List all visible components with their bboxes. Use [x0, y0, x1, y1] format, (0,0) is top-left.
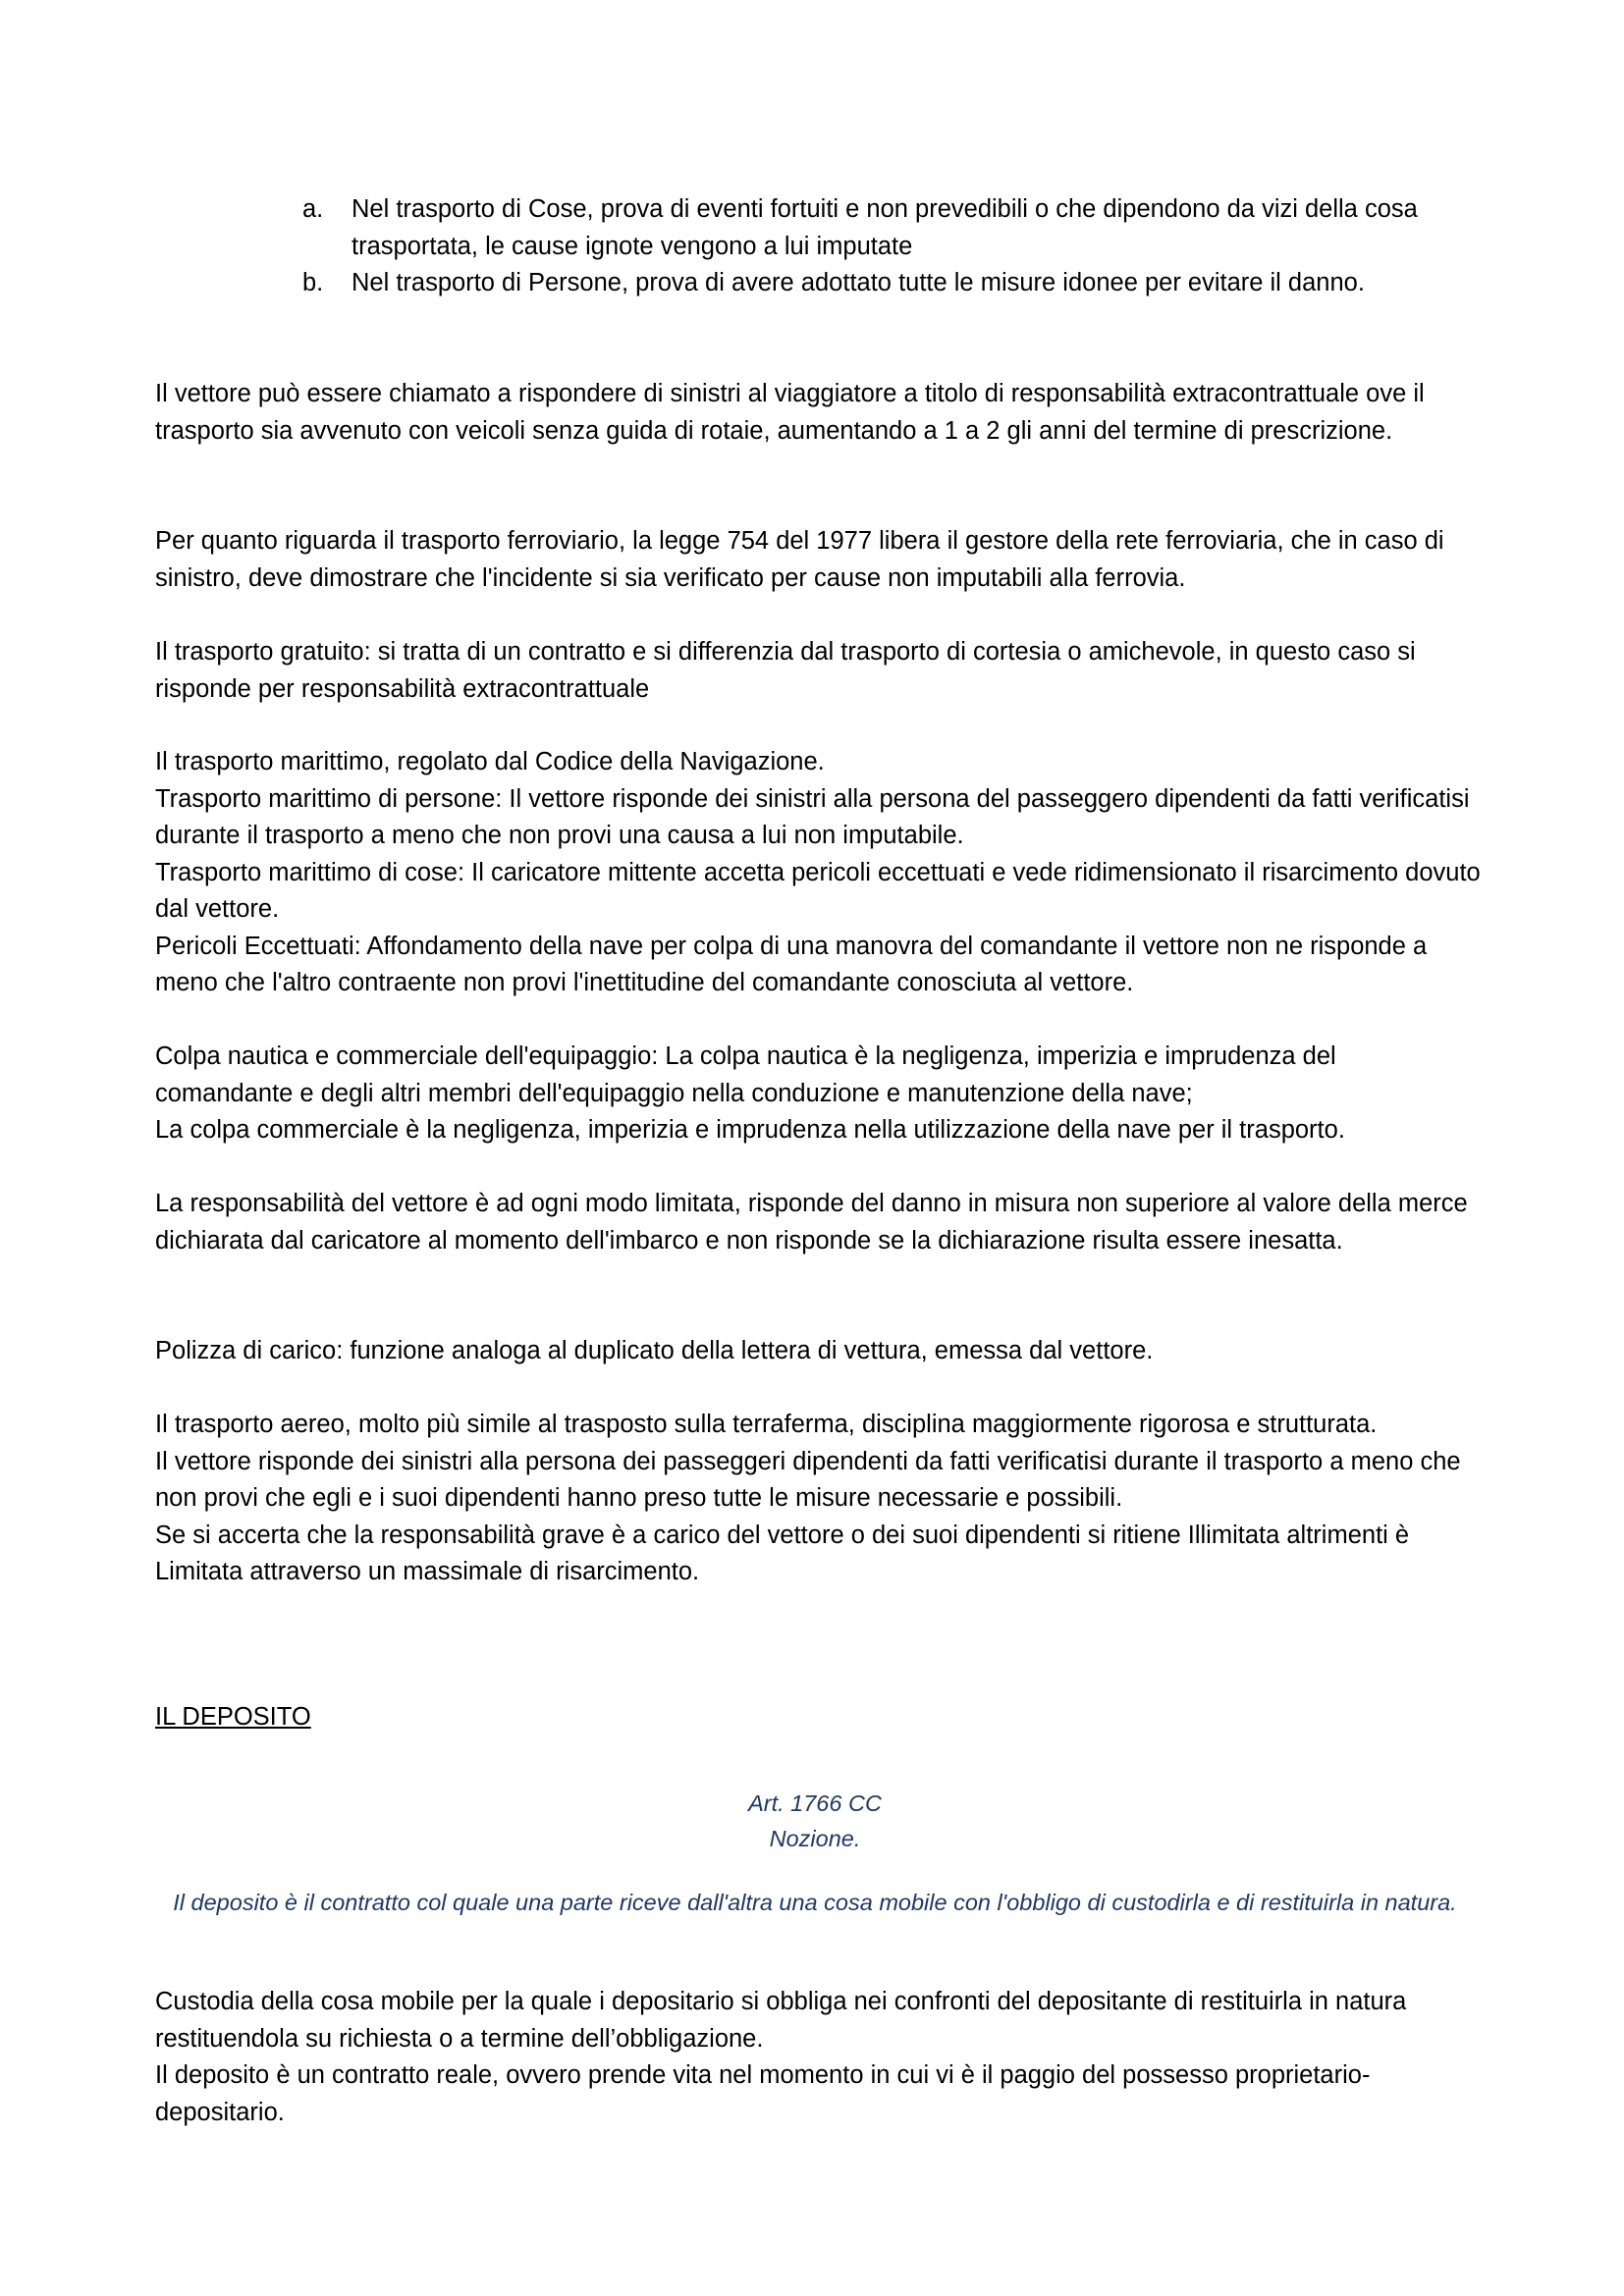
section-aereo: [155, 1407, 1481, 1591]
paragraph-line: Il vettore risponde dei sinistri alla persona dei passeggeri dipendenti da fatti verificatisi durante il trasporto a meno che non provi che egli e i suoi dipendenti hanno preso tutte le misure necessarie e possibili.: [155, 1447, 1461, 1512]
paragraph-gratuito: [155, 634, 1481, 708]
conditions-list: [302, 191, 1490, 302]
list-marker: a.: [302, 195, 324, 223]
section-heading: IL DEPOSITO: [155, 1703, 311, 1731]
list-item-text: Nel trasporto di Persone, prova di avere adottato tutte le misure idonee per evitare il danno.: [352, 269, 1365, 296]
paragraph-line: Custodia della cosa mobile per la quale i depositario si obbliga nei confronti del depositante di restituirla in natura restituendola su richiesta o a termine dell’obbligazione.: [155, 1988, 1407, 2053]
list-item-text: Nel trasporto di Cose, prova di eventi fortuiti e non prevedibili o che dipendono da vizi della cosa trasportata, le cause ignote vengono a lui imputate: [352, 195, 1418, 260]
paragraph-text: Il vettore può essere chiamato a rispondere di sinistri al viaggiatore a titolo di responsabilità extracontrattuale ove il trasporto sia avvenuto con veicoli senza guida di rotaie, aumentando a 1 a 2 gli anni del termine di prescrizione.: [155, 380, 1425, 445]
paragraph-line: Il trasporto aereo, molto più simile al trasposto sulla terraferma, disciplina maggiormente rigorosa e strutturata.: [155, 1411, 1378, 1438]
paragraph-line: Pericoli Eccettuati: Affondamento della nave per colpa di una manovra del comandante il vettore non ne risponde a meno che l'altro contraente non provi l'inettitudine del comandante conosciuta al vettore.: [155, 932, 1428, 996]
paragraph-ferroviario: [155, 523, 1481, 597]
paragraph-line: Se si accerta che la responsabilità grave è a carico del vettore o dei suoi dipendenti si ritiene Illimitata altrimenti è Limitata attraverso un massimale di risarcimento.: [155, 1521, 1410, 1585]
paragraph-text: Polizza di carico: funzione analoga al duplicato della lettera di vettura, emessa dal vettore.: [155, 1337, 1154, 1364]
paragraph-line: Il deposito è un contratto reale, ovvero prende vita nel momento in cui vi è il paggio del possesso proprietario-depositario.: [155, 2061, 1371, 2126]
section-custodia: [155, 1984, 1481, 2131]
article-header: [147, 1786, 1483, 1856]
article-title: Nozione.: [769, 1826, 861, 1851]
paragraph-extracontrattuale: [155, 376, 1481, 450]
paragraph-line: Trasporto marittimo di cose: Il caricatore mittente accetta pericoli eccettuati e vede ridimensionato il risarcimento dovuto dal vettore.: [155, 858, 1481, 923]
section-marittimo: [155, 744, 1481, 1002]
article-text: Il deposito è il contratto col quale una parte riceve dall'altra una cosa mobile con l'obbligo di custodirla e di restituirla in natura.: [173, 1890, 1457, 1915]
list-item: [302, 191, 1490, 265]
paragraph-line: Trasporto marittimo di persone: Il vettore risponde dei sinistri alla persona del passeggero dipendenti da fatti verificatisi durante il trasporto a meno che non provi una causa a lui non imputabile.: [155, 784, 1470, 849]
paragraph-line: Il trasporto marittimo, regolato dal Codice della Navigazione.: [155, 748, 825, 775]
section-colpa: [155, 1039, 1481, 1149]
paragraph-line: Colpa nautica e commerciale dell'equipaggio: La colpa nautica è la negligenza, imperizia e imprudenza del comandante e degli altri membri dell'equipaggio nella conduzione e manutenzione della nave;: [155, 1042, 1336, 1107]
paragraph-text: Per quanto riguarda il trasporto ferroviario, la legge 754 del 1977 libera il gestore della rete ferroviaria, che in caso di sinistro, deve dimostrare che l'incidente si sia verificato per cause non imputabili alla ferrovia.: [155, 527, 1444, 592]
list-item: [302, 265, 1490, 302]
paragraph-limitata: [155, 1186, 1481, 1259]
paragraph-polizza: [155, 1333, 1481, 1370]
article-number: Art. 1766 CC: [748, 1790, 882, 1816]
paragraph-line: La colpa commerciale è la negligenza, imperizia e imprudenza nella utilizzazione della nave per il trasporto.: [155, 1116, 1345, 1144]
paragraph-text: La responsabilità del vettore è ad ogni modo limitata, risponde del danno in misura non superiore al valore della merce dichiarata dal caricatore al momento dell'imbarco e non risponde se la dichiarazione risulta essere inesatta.: [155, 1190, 1468, 1255]
list-marker: b.: [302, 269, 324, 296]
paragraph-text: Il trasporto gratuito: si tratta di un contratto e si differenzia dal trasporto di cortesia o amichevole, in questo caso si risponde per responsabilità extracontrattuale: [155, 638, 1416, 703]
